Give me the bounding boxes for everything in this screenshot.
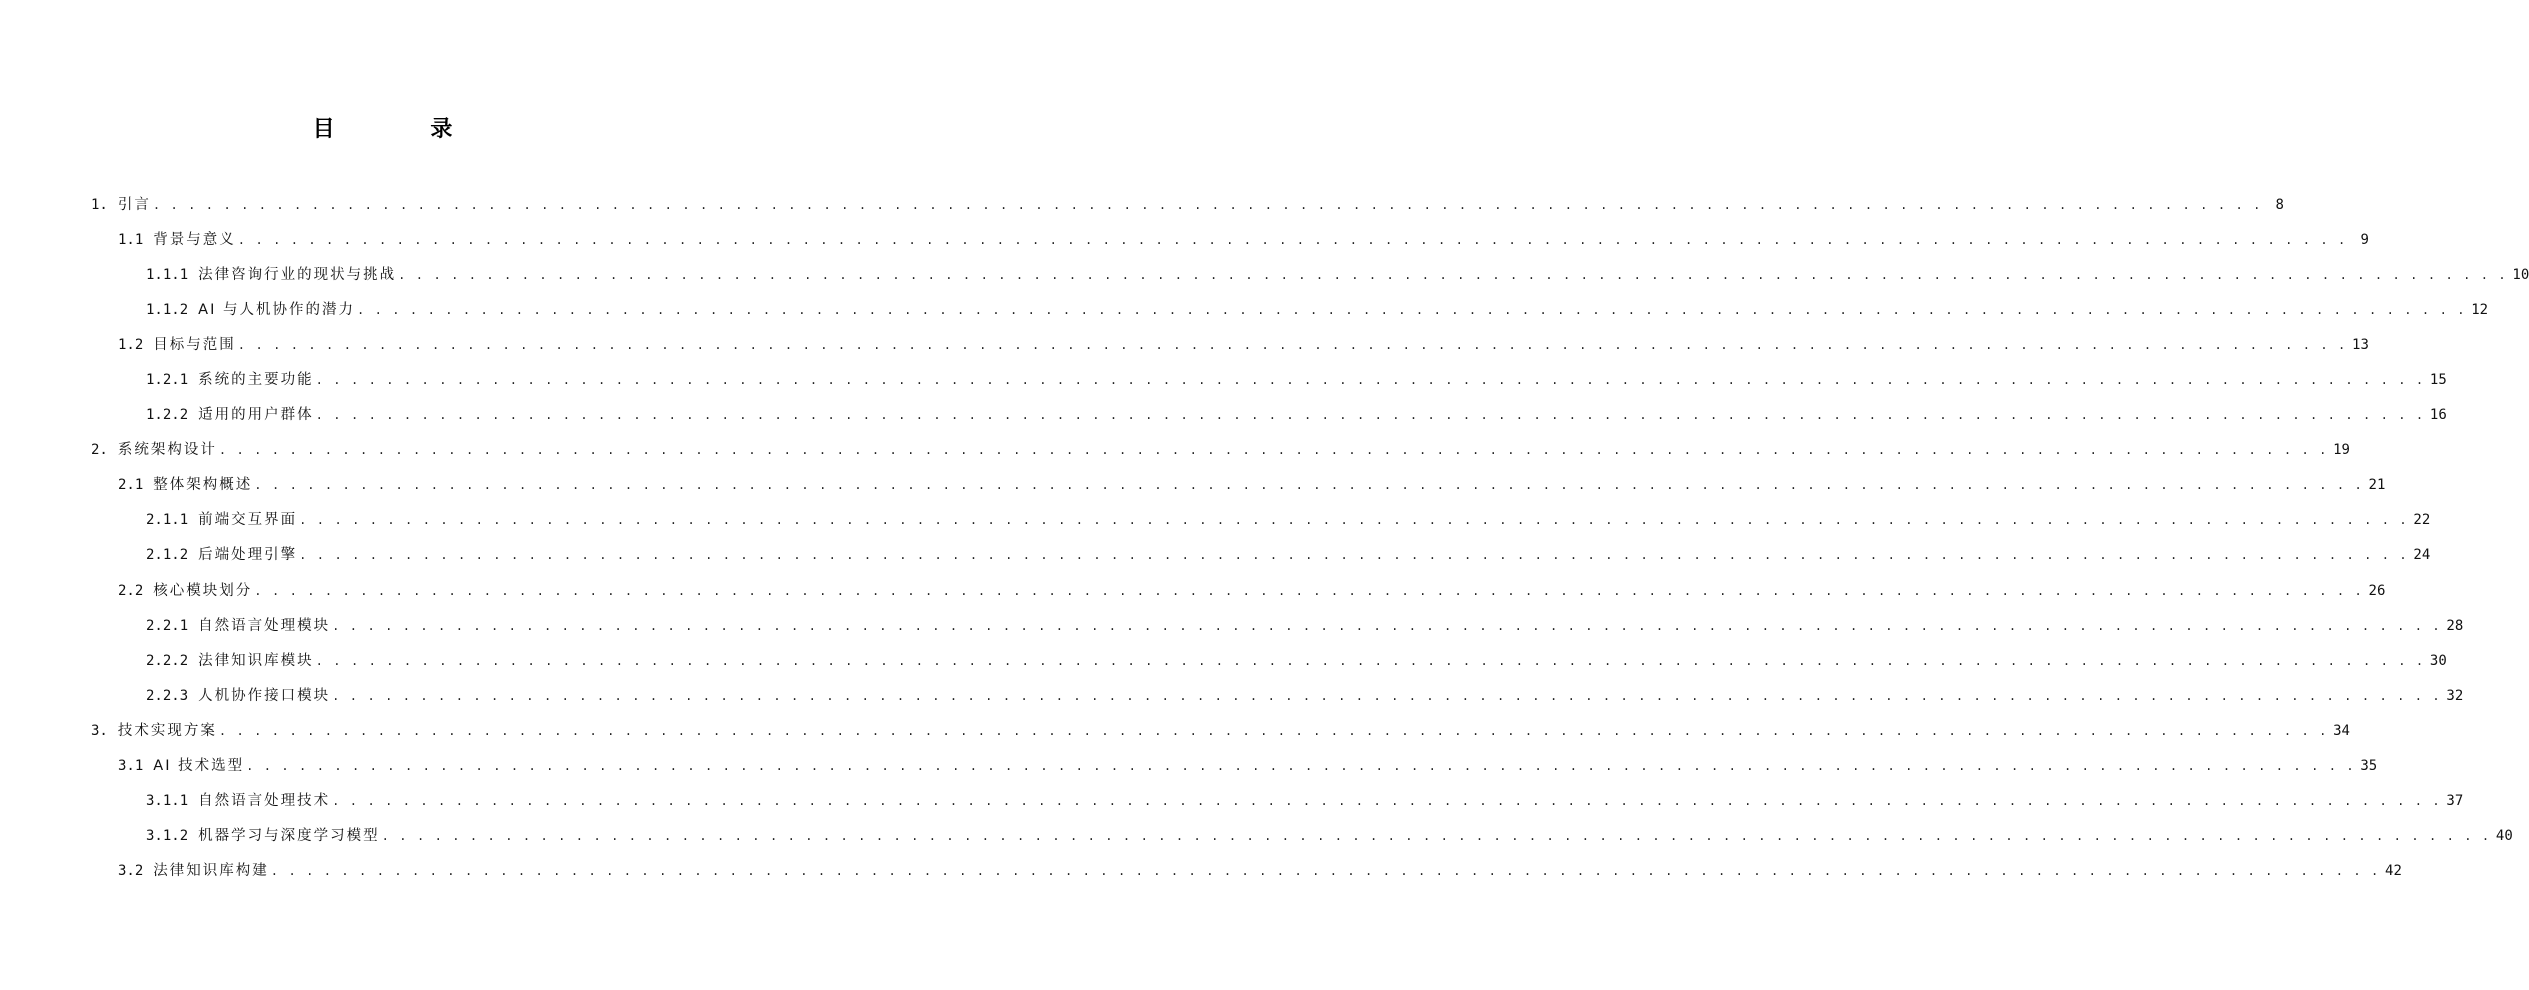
toc-leader-dots: . . . . . . . . . . . . . . . . . . . . . . . . . . . . . . . . . . . . . . . . . . . . . . . . . . . . . . . . . . . . . . . . . . . . . . . . . . . . . . . . . . . . . . . . . . . . . . . . . . . . . . . . . . . . . . . . . . . . . . . .	[315, 373, 2425, 388]
page-title: 目 录	[312, 117, 497, 142]
toc-entry-title: 引言	[117, 196, 151, 213]
toc-entry-number: 3.2	[118, 863, 144, 880]
toc-leader-dots: . . . . . . . . . . . . . . . . . . . . . . . . . . . . . . . . . . . . . . . . . . . . . . . . . . . . . . . . . . . . . . . . . . . . . . . . . . . . . . . . . . . . . . . . . . . . . . . . . . . . . . . . . . . . . . . . . . . . . . . .	[381, 829, 2491, 844]
toc-entry-title: 法律知识库模块	[198, 652, 314, 669]
toc-entry-title: 自然语言处理模块	[198, 617, 331, 634]
toc-entry-page-number: 42	[2385, 863, 2402, 880]
toc-entry[interactable]	[0, 854, 2402, 889]
toc-entry-title: 系统的主要功能	[198, 372, 314, 389]
toc-leader-dots: . . . . . . . . . . . . . . . . . . . . . . . . . . . . . . . . . . . . . . . . . . . . . . . . . . . . . . . . . . . . . . . . . . . . . . . . . . . . . . . . . . . . . . . . . . . . . . . . . . . . . . . . . . . . . . . . . . . . . . . .	[218, 723, 2328, 738]
toc-entry-title: 自然语言处理技术	[198, 793, 331, 810]
toc-entry-page-number: 30	[2429, 652, 2447, 669]
toc-entry-number: 1.1.1	[146, 266, 189, 283]
toc-entry-title: 目标与范围	[153, 336, 236, 353]
toc-entry-page-number: 13	[2352, 336, 2369, 353]
toc-leader-dots: . . . . . . . . . . . . . . . . . . . . . . . . . . . . . . . . . . . . . . . . . . . . . . . . . . . . . . . . . . . . . . . . . . . . . . . . . . . . . . . . . . . . . . . . . . . . . . . . . . . . . . . . . . . . . . . . . . . . . . . .	[254, 478, 2364, 493]
toc-leader-dots: . . . . . . . . . . . . . . . . . . . . . . . . . . . . . . . . . . . . . . . . . . . . . . . . . . . . . . . . . . . . . . . . . . . . . . . . . . . . . . . . . . . . . . . . . . . . . . . . . . . . . . . . . . . . . . . . . . . . . . . .	[270, 864, 2380, 879]
toc-leader-dots: . . . . . . . . . . . . . . . . . . . . . . . . . . . . . . . . . . . . . . . . . . . . . . . . . . . . . . . . . . . . . . . . . . . . . . . . . . . . . . . . . . . . . . . . . . . . . . . . . . . . . . . . . . . . . . . . . . . . . . . .	[152, 197, 2262, 212]
toc-entry-page-number: 19	[2333, 442, 2350, 459]
toc-leader-dots: . . . . . . . . . . . . . . . . . . . . . . . . . . . . . . . . . . . . . . . . . . . . . . . . . . . . . . . . . . . . . . . . . . . . . . . . . . . . . . . . . . . . . . . . . . . . . . . . . . . . . . . . . . . . . . . . . . . . . . . .	[254, 583, 2364, 598]
toc-leader-dots: . . . . . . . . . . . . . . . . . . . . . . . . . . . . . . . . . . . . . . . . . . . . . . . . . . . . . . . . . . . . . . . . . . . . . . . . . . . . . . . . . . . . . . . . . . . . . . . . . . . . . . . . . . . . . . . . . . . . . . . .	[315, 408, 2425, 423]
toc-entry-page-number: 15	[2429, 372, 2447, 389]
toc-entry[interactable]	[0, 713, 2350, 748]
toc-entry[interactable]	[0, 433, 2350, 468]
toc-entry[interactable]	[0, 187, 2284, 222]
toc-leader-dots: . . . . . . . . . . . . . . . . . . . . . . . . . . . . . . . . . . . . . . . . . . . . . . . . . . . . . . . . . . . . . . . . . . . . . . . . . . . . . . . . . . . . . . . . . . . . . . . . . . . . . . . . . . . . . . . . . . . . . . . .	[299, 548, 2409, 563]
toc-entry-title: 整体架构概述	[153, 477, 253, 494]
toc-entry-number: 2.2	[118, 582, 144, 599]
toc-entry-page-number: 8	[2275, 196, 2284, 213]
toc-entry-title: 适用的用户群体	[198, 407, 314, 424]
toc-entry-page-number: 12	[2471, 301, 2489, 318]
toc-entry[interactable]	[0, 678, 2464, 713]
toc-entry[interactable]	[0, 257, 2529, 292]
toc-entry-page-number: 28	[2446, 617, 2464, 634]
toc-entry-title: 机器学习与深度学习模型	[198, 828, 380, 845]
toc-entry[interactable]	[0, 398, 2447, 433]
toc-entry[interactable]	[0, 362, 2447, 397]
toc-entry-page-number: 40	[2495, 828, 2513, 845]
toc-entry-page-number: 32	[2446, 687, 2464, 704]
toc-leader-dots: . . . . . . . . . . . . . . . . . . . . . . . . . . . . . . . . . . . . . . . . . . . . . . . . . . . . . . . . . . . . . . . . . . . . . . . . . . . . . . . . . . . . . . . . . . . . . . . . . . . . . . . . . . . . . . . . . . . . . . . .	[299, 513, 2409, 528]
toc-entry-title: 前端交互界面	[198, 512, 298, 529]
toc-entry[interactable]	[0, 643, 2447, 678]
toc-entry-title: 法律咨询行业的现状与挑战	[198, 266, 397, 283]
toc-entry-title: 系统架构设计	[117, 442, 217, 459]
toc-entry[interactable]	[0, 327, 2369, 362]
toc-leader-dots: . . . . . . . . . . . . . . . . . . . . . . . . . . . . . . . . . . . . . . . . . . . . . . . . . . . . . . . . . . . . . . . . . . . . . . . . . . . . . . . . . . . . . . . . . . . . . . . . . . . . . . . . . . . . . . . . . . . . . . . .	[237, 337, 2347, 352]
toc-entry[interactable]	[0, 222, 2369, 257]
toc-entry-number: 1.1	[118, 231, 144, 248]
toc-leader-dots: . . . . . . . . . . . . . . . . . . . . . . . . . . . . . . . . . . . . . . . . . . . . . . . . . . . . . . . . . . . . . . . . . . . . . . . . . . . . . . . . . . . . . . . . . . . . . . . . . . . . . . . . . . . . . . . . . . . . . . . .	[356, 302, 2467, 317]
toc-entry-title: 法律知识库构建	[153, 863, 269, 880]
toc-entry-number: 3.1.2	[146, 828, 189, 845]
toc-entry[interactable]	[0, 573, 2386, 608]
toc-entry-title: 核心模块划分	[153, 582, 253, 599]
toc-entry-page-number: 21	[2368, 477, 2386, 494]
toc-entry-title: AI 技术选型	[153, 758, 245, 775]
toc-entry-page-number: 35	[2360, 758, 2378, 775]
toc-entry[interactable]	[0, 749, 2378, 784]
toc-entry-number: 2.1.1	[146, 512, 189, 529]
toc-entry[interactable]	[0, 292, 2489, 327]
toc-entry-title: AI 与人机协作的潜力	[198, 301, 355, 318]
toc-entry-page-number: 16	[2429, 407, 2447, 424]
toc-entry-page-number: 9	[2360, 231, 2369, 248]
toc-leader-dots: . . . . . . . . . . . . . . . . . . . . . . . . . . . . . . . . . . . . . . . . . . . . . . . . . . . . . . . . . . . . . . . . . . . . . . . . . . . . . . . . . . . . . . . . . . . . . . . . . . . . . . . . . . . . . . . . . . . . . . . .	[237, 232, 2347, 247]
toc-entry-number: 2.1.2	[146, 547, 189, 564]
toc-leader-dots: . . . . . . . . . . . . . . . . . . . . . . . . . . . . . . . . . . . . . . . . . . . . . . . . . . . . . . . . . . . . . . . . . . . . . . . . . . . . . . . . . . . . . . . . . . . . . . . . . . . . . . . . . . . . . . . . . . . . . . . .	[218, 443, 2328, 458]
toc-leader-dots: . . . . . . . . . . . . . . . . . . . . . . . . . . . . . . . . . . . . . . . . . . . . . . . . . . . . . . . . . . . . . . . . . . . . . . . . . . . . . . . . . . . . . . . . . . . . . . . . . . . . . . . . . . . . . . . . . . . . . . . .	[246, 759, 2356, 774]
toc-leader-dots: . . . . . . . . . . . . . . . . . . . . . . . . . . . . . . . . . . . . . . . . . . . . . . . . . . . . . . . . . . . . . . . . . . . . . . . . . . . . . . . . . . . . . . . . . . . . . . . . . . . . . . . . . . . . . . . . . . . . . . . .	[332, 618, 2442, 633]
toc-entry[interactable]	[0, 538, 2431, 573]
toc-entry-number: 2.	[91, 442, 108, 459]
toc-entry-number: 3.1	[118, 758, 144, 775]
toc-entry[interactable]	[0, 819, 2513, 854]
toc-entry[interactable]	[0, 503, 2431, 538]
toc-leader-dots: . . . . . . . . . . . . . . . . . . . . . . . . . . . . . . . . . . . . . . . . . . . . . . . . . . . . . . . . . . . . . . . . . . . . . . . . . . . . . . . . . . . . . . . . . . . . . . . . . . . . . . . . . . . . . . . . . . . . . . . .	[398, 267, 2508, 282]
toc-entry-number: 3.	[91, 722, 108, 739]
toc-leader-dots: . . . . . . . . . . . . . . . . . . . . . . . . . . . . . . . . . . . . . . . . . . . . . . . . . . . . . . . . . . . . . . . . . . . . . . . . . . . . . . . . . . . . . . . . . . . . . . . . . . . . . . . . . . . . . . . . . . . . . . . .	[332, 794, 2442, 809]
toc-entry-number: 2.2.3	[146, 687, 189, 704]
toc-entry-title: 技术实现方案	[117, 722, 217, 739]
toc-entry-number: 3.1.1	[146, 793, 189, 810]
toc-entry-page-number: 34	[2333, 722, 2350, 739]
toc-entry-title: 背景与意义	[153, 231, 236, 248]
toc-entry-number: 1.2.1	[146, 372, 189, 389]
table-of-contents	[0, 187, 2529, 889]
toc-entry-page-number: 22	[2413, 512, 2431, 529]
toc-leader-dots: . . . . . . . . . . . . . . . . . . . . . . . . . . . . . . . . . . . . . . . . . . . . . . . . . . . . . . . . . . . . . . . . . . . . . . . . . . . . . . . . . . . . . . . . . . . . . . . . . . . . . . . . . . . . . . . . . . . . . . . .	[332, 688, 2442, 703]
toc-entry-page-number: 24	[2413, 547, 2431, 564]
toc-entry[interactable]	[0, 608, 2464, 643]
toc-entry-number: 2.2.2	[146, 652, 189, 669]
toc-entry-page-number: 26	[2368, 582, 2386, 599]
toc-entry-number: 2.2.1	[146, 617, 189, 634]
toc-entry-number: 2.1	[118, 477, 144, 494]
toc-entry-number: 1.2.2	[146, 407, 189, 424]
toc-entry-number: 1.2	[118, 336, 144, 353]
toc-leader-dots: . . . . . . . . . . . . . . . . . . . . . . . . . . . . . . . . . . . . . . . . . . . . . . . . . . . . . . . . . . . . . . . . . . . . . . . . . . . . . . . . . . . . . . . . . . . . . . . . . . . . . . . . . . . . . . . . . . . . . . . .	[315, 653, 2425, 668]
toc-entry-title: 人机协作接口模块	[198, 687, 331, 704]
toc-entry-number: 1.1.2	[146, 301, 189, 318]
toc-entry-page-number: 10	[2512, 266, 2529, 283]
toc-entry-page-number: 37	[2446, 793, 2464, 810]
toc-entry[interactable]	[0, 468, 2386, 503]
toc-entry-title: 后端处理引擎	[198, 547, 298, 564]
toc-entry-number: 1.	[91, 196, 108, 213]
toc-entry[interactable]	[0, 784, 2464, 819]
